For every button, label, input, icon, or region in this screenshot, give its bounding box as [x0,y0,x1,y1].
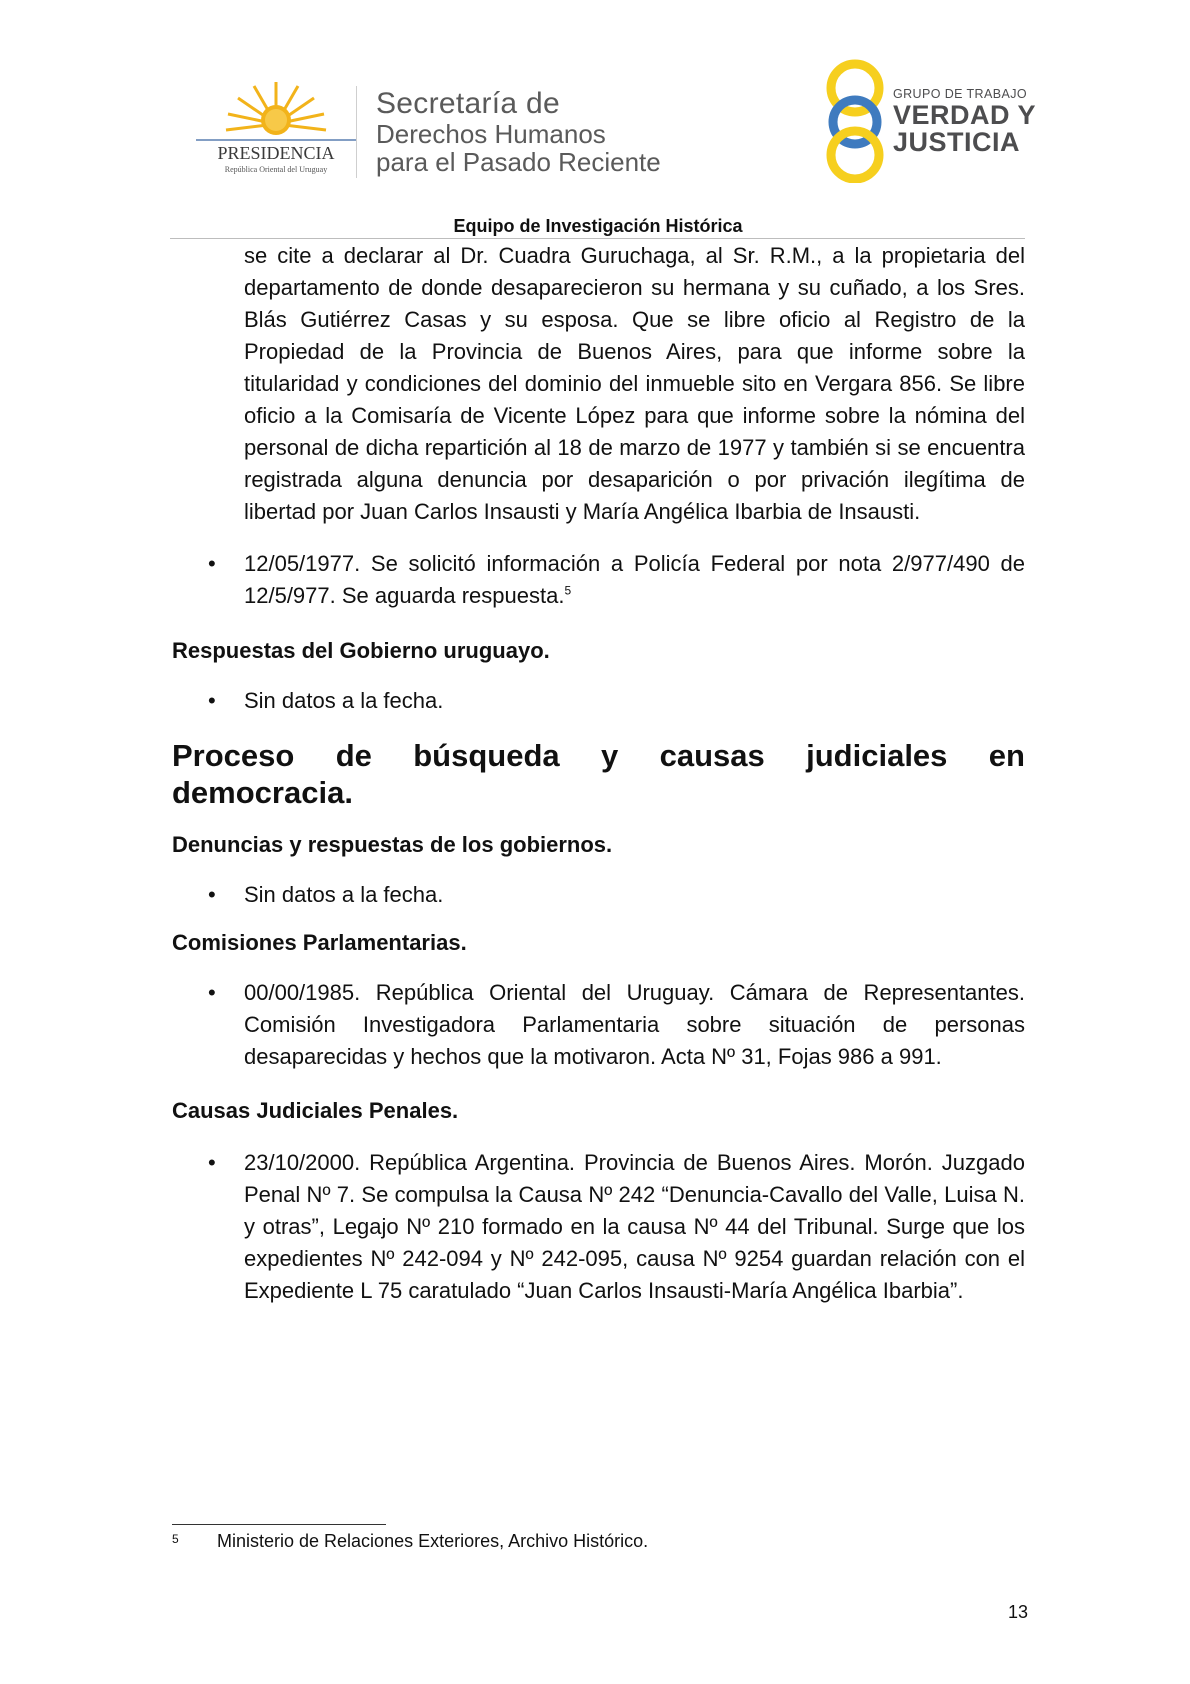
svg-text:República Oriental del Uruguay: República Oriental del Uruguay [224,165,328,174]
document-body [172,240,1025,1307]
secretaria-line-3: para el Pasado Reciente [376,147,661,177]
heading-causas: Causas Judiciales Penales. [172,1098,459,1123]
header-divider [356,86,357,178]
footnote-ref[interactable]: 5 [564,583,572,598]
footnote-separator [172,1524,386,1525]
bullet-text: 00/00/1985. República Oriental del Uruguay. Cámara de Representantes. Comisión Investigadora Parlamentaria sobre situación de personas desaparecidas y hechos que la motivaron. Acta Nº 31, Fojas 986 a 991. [244,980,1025,1069]
footnote-number: 5 [172,1532,179,1546]
sun-icon [226,82,326,135]
bullet-icon: • [208,1150,216,1175]
verdad-justicia-logo-text [893,86,1036,156]
heading-respuestas: Respuestas del Gobierno uruguayo. [172,638,550,663]
footnote-text: Ministerio de Relaciones Exteriores, Archivo Histórico. [217,1531,649,1551]
list-item [172,879,1025,911]
bullet-text: 12/05/1977. Se solicitó información a Policía Federal por nota 2/977/490 de 12/5/977. Se aguarda respuesta.$^5$ [244,551,1025,608]
heading-denuncias: Denuncias y respuestas de los gobiernos. [172,832,613,857]
team-title: Equipo de Investigación Histórica [453,216,743,236]
bullet-text: Sin datos a la fecha. [244,882,444,907]
section-title-line-1: Proceso de búsqueda y causas judiciales en [172,738,1025,773]
grupo-line-1: GRUPO DE TRABAJO [893,87,1027,101]
bullet-icon: • [208,882,216,907]
svg-text:PRESIDENCIA: PRESIDENCIA [217,143,335,163]
grupo-line-2: VERDAD Y [893,100,1037,130]
bullet-text: Sin datos a la fecha. [244,688,444,713]
secretaria-line-2: Derechos Humanos [376,119,606,149]
page-number: 13 [1007,1602,1028,1622]
continuation-paragraph: se cite a declarar al Dr. Cuadra Guruchaga, al Sr. R.M., a la propietaria del departamento de donde desaparecieron su hermana y su cuñado, a los Sres. Blás Gutiérrez Casas y su esposa. Que se libre oficio al Registro de la Propiedad de la Provincia de Buenos Aires, para que informe sobre la titularidad y condiciones del dominio del inmueble sito en Vergara 856. Se libre oficio a la Comisaría de Vicente López para que informe sobre la nómina del personal de dicha repartición al 18 de marzo de 1977 y también si se encuentra registrada alguna denuncia por desaparición o por privación ilegítima de libertad por Juan Carlos Insausti y María Angélica Ibarbia de Insausti. [244,243,1025,524]
presidencia-logo [196,80,356,175]
list-item [172,1147,1025,1307]
bullet-icon: • [208,551,216,576]
list-item [172,548,1025,612]
bullet-icon: • [208,688,216,713]
bullet-icon: • [208,980,216,1005]
section-title-proceso [172,737,1025,811]
bullet-text: 23/10/2000. República Argentina. Provincia de Buenos Aires. Morón. Juzgado Penal Nº 7. Se compulsa la Causa Nº 242 “Denuncia-Cavallo del Valle, Luisa N. y otras”, Legajo Nº 210 formado en la causa Nº 44 del Tribunal. Surge que los expedientes Nº 242-094 y Nº 242-095, causa Nº 9254 guardan relación con el Expediente L 75 caratulado “Juan Carlos Insausti-María Angélica Ibarbia”. [244,1150,1025,1303]
header-rule [170,238,1025,239]
section-title-line-2: democracia. [172,775,353,810]
secretaria-line-1: Secretaría de [376,87,561,120]
grupo-line-3: JUSTICIA [893,127,1021,157]
list-item [172,977,1025,1073]
list-item [172,685,1025,717]
heading-comisiones: Comisiones Parlamentarias. [172,930,467,955]
secretaria-logo-text [376,88,661,176]
